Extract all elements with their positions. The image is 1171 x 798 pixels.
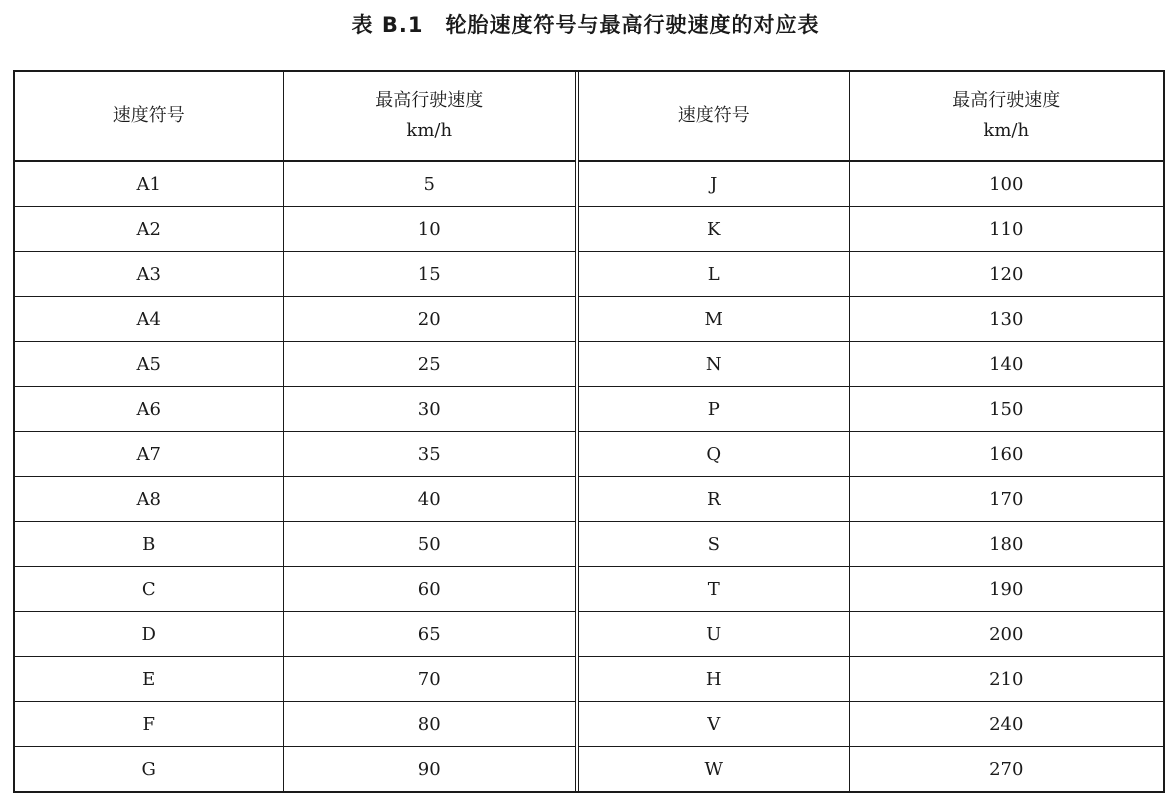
cell-max-speed: 200: [849, 612, 1163, 657]
cell-speed-symbol: N: [577, 342, 849, 387]
table-row: [15, 387, 1163, 432]
cell-speed-symbol: D: [15, 612, 283, 657]
cell-speed-symbol: S: [577, 522, 849, 567]
table-row: [15, 522, 1163, 567]
cell-max-speed: 25: [283, 342, 577, 387]
table-header-row: [15, 72, 1163, 161]
cell-speed-symbol: H: [577, 657, 849, 702]
cell-max-speed: 20: [283, 297, 577, 342]
header-max-speed-label: 最高行驶速度: [952, 90, 1061, 111]
cell-speed-symbol: U: [577, 612, 849, 657]
cell-speed-symbol: G: [15, 747, 283, 792]
cell-speed-symbol: A2: [15, 207, 283, 252]
table-body: [15, 161, 1163, 791]
cell-max-speed: 270: [989, 758, 1024, 780]
cell-max-speed: 130: [849, 297, 1163, 342]
table-row: [15, 342, 1163, 387]
header-speed-symbol-left: 速度符号: [15, 72, 283, 161]
cell-max-speed: 240: [849, 702, 1163, 747]
header-max-speed-right: [849, 72, 1163, 161]
cell-max-speed: 180: [849, 522, 1163, 567]
cell-max-speed: 110: [849, 207, 1163, 252]
cell-speed-symbol: P: [577, 387, 849, 432]
cell-speed-symbol: F: [15, 702, 283, 747]
table-row: [15, 432, 1163, 477]
cell-speed-symbol: A5: [15, 342, 283, 387]
cell-max-speed: 210: [849, 657, 1163, 702]
table-row: [15, 747, 1163, 792]
cell-max-speed: 65: [283, 612, 577, 657]
table-number: 表 B.1: [351, 13, 424, 37]
cell-speed-symbol: M: [577, 297, 849, 342]
cell-max-speed: 40: [283, 477, 577, 522]
cell-max-speed: 160: [849, 432, 1163, 477]
cell-speed-symbol: C: [15, 567, 283, 612]
cell-speed-symbol: J: [577, 161, 849, 207]
cell-speed-symbol: E: [15, 657, 283, 702]
table-row: [15, 702, 1163, 747]
cell-speed-symbol: A1: [15, 161, 283, 207]
cell-speed-symbol: L: [577, 252, 849, 297]
cell-max-speed: 80: [283, 702, 577, 747]
table-row: [15, 207, 1163, 252]
cell-speed-symbol: W: [577, 747, 849, 792]
table-title-text: 轮胎速度符号与最高行驶速度的对应表: [445, 13, 820, 37]
cell-max-speed: 30: [283, 387, 577, 432]
cell-max-speed: 170: [849, 477, 1163, 522]
header-max-speed-label: 最高行驶速度: [375, 90, 484, 111]
cell-max-speed: 50: [283, 522, 577, 567]
cell-max-speed: 70: [283, 657, 577, 702]
cell-speed-symbol: A4: [15, 297, 283, 342]
cell-max-speed: 60: [283, 567, 577, 612]
header-unit-label: km/h: [406, 120, 453, 141]
cell-max-speed: 120: [849, 252, 1163, 297]
header-max-speed-left: [283, 72, 577, 161]
cell-max-speed: 35: [283, 432, 577, 477]
cell-max-speed: 140: [849, 342, 1163, 387]
cell-max-speed: 15: [283, 252, 577, 297]
page-title: [0, 10, 1171, 40]
cell-speed-symbol: A6: [15, 387, 283, 432]
cell-speed-symbol: Q: [577, 432, 849, 477]
header-unit-label: km/h: [983, 120, 1030, 141]
header-speed-symbol-right: 速度符号: [577, 72, 849, 161]
cell-speed-symbol: K: [577, 207, 849, 252]
table-row: [15, 297, 1163, 342]
cell-max-speed: 10: [283, 207, 577, 252]
cell-max-speed: 150: [849, 387, 1163, 432]
table-row: [15, 657, 1163, 702]
table-row: [15, 252, 1163, 297]
cell-max-speed: 90: [283, 747, 577, 792]
table-row: [15, 477, 1163, 522]
speed-symbol-table: [15, 72, 1163, 791]
cell-speed-symbol: R: [577, 477, 849, 522]
cell-speed-symbol: A7: [15, 432, 283, 477]
cell-speed-symbol: B: [15, 522, 283, 567]
cell-max-speed: 190: [849, 567, 1163, 612]
speed-table-container: [13, 70, 1165, 793]
cell-speed-symbol: A8: [15, 477, 283, 522]
cell-max-speed: 5: [283, 161, 577, 207]
cell-max-speed: 100: [849, 161, 1163, 207]
cell-speed-symbol: T: [577, 567, 849, 612]
cell-speed-symbol: A3: [15, 252, 283, 297]
cell-speed-symbol: V: [577, 702, 849, 747]
table-row: [15, 567, 1163, 612]
table-row: [15, 612, 1163, 657]
table-row: [15, 161, 1163, 207]
